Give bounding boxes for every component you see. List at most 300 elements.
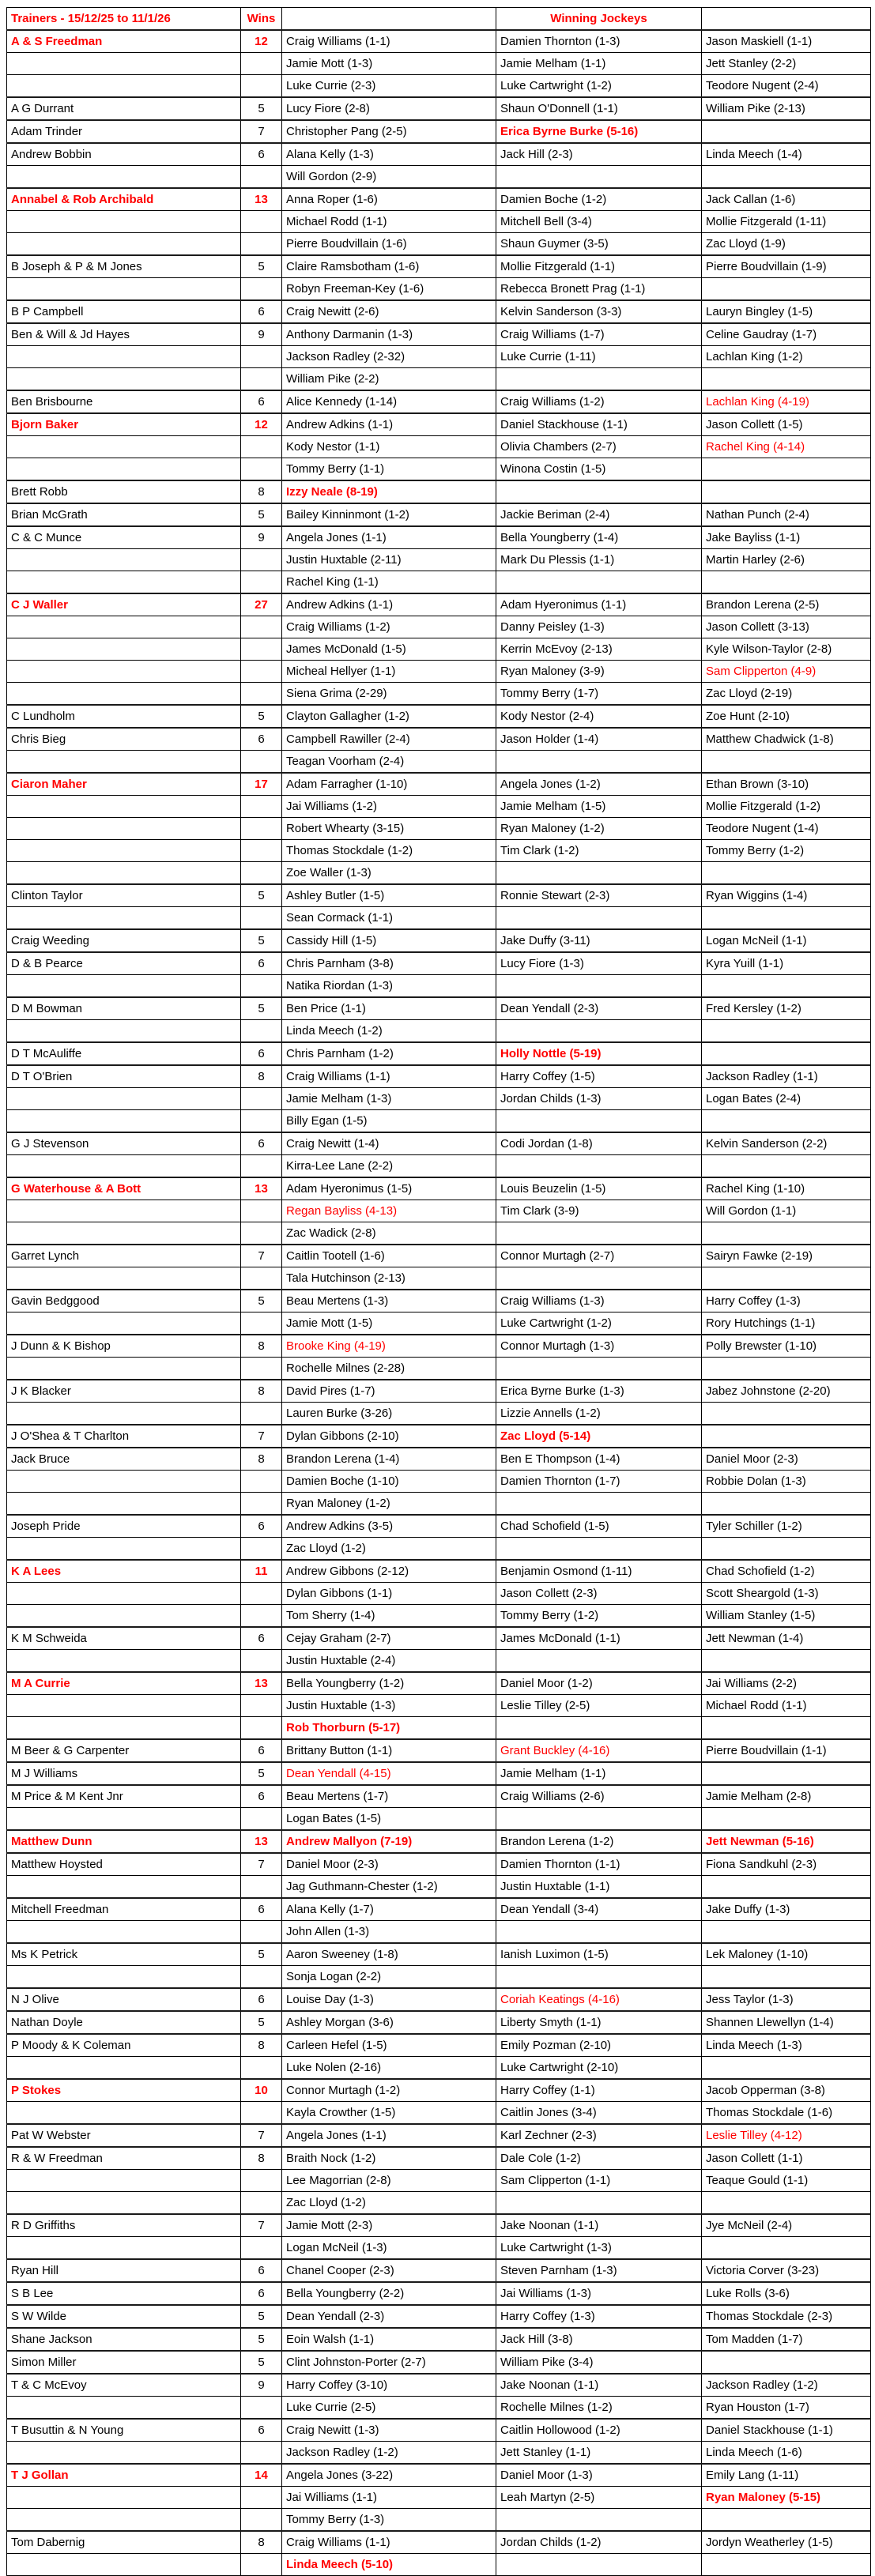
wins-cell [241,862,282,885]
wins-cell: 12 [241,413,282,436]
jockey-cell: Damien Thornton (1-7) [496,1471,702,1493]
table-row [7,390,871,413]
jockey-cell: Angela Jones (1-1) [282,2124,496,2147]
wins-cell [241,166,282,189]
wins-cell [241,1155,282,1178]
wins-cell [241,840,282,862]
header-winning-jockeys: Winning Jockeys [496,8,702,31]
trainer-cell [7,233,241,256]
trainer-cell [7,2057,241,2080]
trainer-cell: D T McAuliffe [7,1042,241,1065]
table-row [7,458,871,481]
wins-cell: 27 [241,593,282,616]
table-row [7,1155,871,1178]
jockey-cell: Jackson Radley (1-1) [702,1065,871,1088]
wins-cell [241,661,282,683]
jockey-cell: Rochelle Milnes (2-28) [282,1358,496,1380]
jockey-cell: Jason Collett (1-5) [702,413,871,436]
trainer-cell: Joseph Pride [7,1515,241,1538]
jockey-cell: Jake Noonan (1-1) [496,2374,702,2397]
table-row [7,2259,871,2282]
jockey-cell: Lachlan King (4-19) [702,390,871,413]
jockey-cell: Teaque Gould (1-1) [702,2170,871,2192]
jockey-cell: Kody Nestor (1-1) [282,436,496,458]
table-row [7,1290,871,1312]
trainer-cell: D T O'Brien [7,1065,241,1088]
header-jockeys-left-spacer [282,8,496,31]
table-row [7,255,871,278]
wins-cell: 5 [241,2351,282,2374]
jockey-cell: Daniel Stackhouse (1-1) [702,2419,871,2442]
jockey-cell: Beau Mertens (1-3) [282,1290,496,1312]
jockey-cell: Tom Sherry (1-4) [282,1605,496,1628]
jockey-cell: Craig Williams (2-6) [496,1785,702,1808]
trainer-cell [7,638,241,661]
wins-cell [241,1267,282,1290]
wins-cell: 8 [241,480,282,503]
jockey-cell: Chad Schofield (1-2) [702,1560,871,1583]
wins-cell [241,2192,282,2215]
wins-cell: 5 [241,929,282,952]
table-row [7,1380,871,1403]
jockey-cell: Tyler Schiller (1-2) [702,1515,871,1538]
jockey-cell: Louis Beuzelin (1-5) [496,1177,702,1200]
jockey-cell: Sam Clipperton (4-9) [702,661,871,683]
table-row [7,75,871,98]
trainer-cell [7,1200,241,1222]
jockey-cell [496,571,702,594]
table-row [7,862,871,885]
jockey-cell: Rochelle Milnes (1-2) [496,2397,702,2420]
wins-cell: 5 [241,1290,282,1312]
table-row [7,166,871,189]
table-row [7,1177,871,1200]
table-row [7,2442,871,2465]
trainers-table [6,7,871,2576]
jockey-cell: Scott Sheargold (1-3) [702,1583,871,1605]
jockey-cell: Jackson Radley (1-2) [282,2442,496,2465]
trainer-cell: Ryan Hill [7,2259,241,2282]
jockey-cell [702,120,871,143]
jockey-cell [702,1042,871,1065]
jockey-cell: Logan Bates (1-5) [282,1808,496,1831]
table-row [7,1132,871,1155]
wins-cell: 13 [241,1672,282,1695]
jockey-cell: Fiona Sandkuhl (2-3) [702,1853,871,1876]
table-row [7,571,871,594]
table-row [7,796,871,818]
table-row [7,1876,871,1899]
jockey-cell: Linda Meech (5-10) [282,2554,496,2576]
table-row [7,616,871,638]
jockey-cell: Caitlin Jones (3-4) [496,2102,702,2125]
jockey-cell: Teodore Nugent (2-4) [702,75,871,98]
trainer-cell [7,1921,241,1944]
trainer-cell: J K Blacker [7,1380,241,1403]
jockey-cell: Thomas Stockdale (2-3) [702,2305,871,2328]
wins-cell [241,1695,282,1717]
jockey-cell: Pierre Boudvillain (1-1) [702,1739,871,1762]
jockey-cell [496,1358,702,1380]
trainer-cell [7,1312,241,1335]
table-row [7,952,871,975]
wins-cell: 6 [241,2259,282,2282]
jockey-cell: Dylan Gibbons (1-1) [282,1583,496,1605]
trainer-cell [7,211,241,233]
trainer-cell [7,53,241,75]
trainer-cell [7,2554,241,2576]
trainer-cell: K M Schweida [7,1627,241,1650]
jockey-cell: Craig Williams (1-1) [282,30,496,53]
jockey-cell: Linda Meech (1-2) [282,1020,496,1043]
wins-cell [241,2102,282,2125]
table-row [7,1921,871,1944]
jockey-cell: Andrew Gibbons (2-12) [282,1560,496,1583]
trainer-cell [7,683,241,706]
trainer-cell [7,2442,241,2465]
table-row [7,1762,871,1785]
jockey-cell [702,1020,871,1043]
jockey-cell: Cejay Graham (2-7) [282,1627,496,1650]
jockey-cell: Rebecca Bronett Prag (1-1) [496,278,702,301]
wins-cell: 5 [241,503,282,526]
wins-cell: 8 [241,1448,282,1471]
jockey-cell: Lucy Fiore (1-3) [496,952,702,975]
wins-cell: 8 [241,2531,282,2554]
trainer-cell [7,862,241,885]
wins-cell: 9 [241,323,282,346]
table-row [7,1943,871,1966]
jockey-cell [496,368,702,391]
jockey-cell: Luke Cartwright (1-2) [496,1312,702,1335]
jockey-cell: Erica Byrne Burke (1-3) [496,1380,702,1403]
table-row [7,728,871,751]
trainer-cell: Ben & Will & Jd Hayes [7,323,241,346]
wins-cell [241,75,282,98]
jockey-cell: Dean Yendall (3-4) [496,1898,702,1921]
jockey-cell: Zoe Hunt (2-10) [702,705,871,728]
jockey-cell: Celine Gaudray (1-7) [702,323,871,346]
table-row [7,143,871,166]
trainer-cell [7,2509,241,2532]
jockey-cell: Anna Roper (1-6) [282,188,496,211]
jockey-cell [496,1538,702,1561]
jockey-cell: Alana Kelly (1-3) [282,143,496,166]
trainer-cell [7,1538,241,1561]
table-row [7,1605,871,1628]
wins-cell [241,1605,282,1628]
header-row [7,8,871,31]
trainer-cell [7,1155,241,1178]
trainer-cell: Pat W Webster [7,2124,241,2147]
jockey-cell: Dylan Gibbons (2-10) [282,1425,496,1448]
trainer-cell: J Dunn & K Bishop [7,1335,241,1358]
jockey-cell: John Allen (1-3) [282,1921,496,1944]
trainer-cell: R D Griffiths [7,2214,241,2237]
wins-cell: 7 [241,1245,282,1267]
table-row [7,188,871,211]
jockey-cell: Chad Schofield (1-5) [496,1515,702,1538]
jockey-cell [496,480,702,503]
jockey-cell: Leslie Tilley (2-5) [496,1695,702,1717]
jockey-cell: Leslie Tilley (4-12) [702,2124,871,2147]
jockey-cell: Zac Lloyd (1-9) [702,233,871,256]
wins-cell: 10 [241,2079,282,2102]
table-row [7,1538,871,1561]
jockey-cell: Jai Williams (1-1) [282,2487,496,2509]
wins-cell [241,1088,282,1110]
jockey-cell: Brittany Button (1-1) [282,1739,496,1762]
jockey-cell: Robyn Freeman-Key (1-6) [282,278,496,301]
trainer-cell [7,1471,241,1493]
wins-cell: 6 [241,952,282,975]
jockey-cell: Ryan Maloney (1-2) [282,1493,496,1516]
trainer-cell [7,549,241,571]
jockey-cell: Lauren Burke (3-26) [282,1403,496,1425]
jockey-cell: Brandon Lerena (1-4) [282,1448,496,1471]
jockey-cell: Chris Parnham (1-2) [282,1042,496,1065]
jockey-cell: Mollie Fitzgerald (1-2) [702,796,871,818]
jockey-cell: Logan Bates (2-4) [702,1088,871,1110]
wins-cell: 8 [241,1335,282,1358]
trainer-cell [7,1358,241,1380]
table-row [7,413,871,436]
jockey-cell: Jordan Childs (1-3) [496,1088,702,1110]
wins-cell [241,1583,282,1605]
jockey-cell: Robbie Dolan (1-3) [702,1471,871,1493]
jockey-cell: Carleen Hefel (1-5) [282,2034,496,2057]
wins-cell: 6 [241,728,282,751]
jockey-cell: Tommy Berry (1-3) [282,2509,496,2532]
table-row [7,1245,871,1267]
jockey-cell: Erica Byrne Burke (5-16) [496,120,702,143]
wins-cell [241,1222,282,1245]
jockey-cell: Zac Wadick (2-8) [282,1222,496,1245]
wins-cell: 8 [241,2034,282,2057]
trainer-cell [7,1020,241,1043]
jockey-cell: Clint Johnston-Porter (2-7) [282,2351,496,2374]
jockey-cell: Craig Williams (1-2) [282,616,496,638]
trainer-cell: T J Gollan [7,2464,241,2487]
jockey-cell: Jai Williams (1-3) [496,2282,702,2305]
trainer-cell [7,571,241,594]
jockey-cell [702,1425,871,1448]
wins-cell: 6 [241,2282,282,2305]
trainer-cell: Matthew Hoysted [7,1853,241,1876]
jockey-cell: Holly Nottle (5-19) [496,1042,702,1065]
table-row [7,1515,871,1538]
trainer-cell: P Moody & K Coleman [7,2034,241,2057]
trainer-cell [7,1403,241,1425]
wins-cell [241,1200,282,1222]
trainer-cell: Shane Jackson [7,2328,241,2351]
wins-cell [241,549,282,571]
wins-cell: 11 [241,1560,282,1583]
wins-cell: 13 [241,1830,282,1853]
jockey-cell: Craig Newitt (1-4) [282,1132,496,1155]
jockey-cell [702,480,871,503]
table-row [7,1425,871,1448]
jockey-cell: Luke Cartwright (1-2) [496,75,702,98]
jockey-cell: Luke Nolen (2-16) [282,2057,496,2080]
jockey-cell: Teodore Nugent (1-4) [702,818,871,840]
jockey-cell: Craig Newitt (2-6) [282,300,496,323]
trainer-cell: T Busuttin & N Young [7,2419,241,2442]
trainer-cell: Ben Brisbourne [7,390,241,413]
table-row [7,1312,871,1335]
wins-cell [241,571,282,594]
trainer-cell: Annabel & Rob Archibald [7,188,241,211]
trainer-cell: Ciaron Maher [7,773,241,796]
wins-cell [241,436,282,458]
trainer-cell [7,1493,241,1516]
jockey-cell: David Pires (1-7) [282,1380,496,1403]
jockey-cell [496,1650,702,1673]
jockey-cell: Anthony Darmanin (1-3) [282,323,496,346]
jockey-cell [702,1650,871,1673]
jockey-cell: Rory Hutchings (1-1) [702,1312,871,1335]
wins-cell [241,2442,282,2465]
jockey-cell: Dean Yendall (2-3) [496,997,702,1020]
jockey-cell: Ronnie Stewart (2-3) [496,884,702,907]
wins-cell [241,907,282,930]
jockey-cell: Teagan Voorham (2-4) [282,751,496,774]
trainer-cell [7,1222,241,1245]
table-row [7,1560,871,1583]
jockey-cell: Zac Lloyd (1-2) [282,1538,496,1561]
jockey-cell: Rachel King (1-10) [702,1177,871,1200]
jockey-cell: Emily Lang (1-11) [702,2464,871,2487]
jockey-cell: Adam Hyeronimus (1-1) [496,593,702,616]
trainer-cell: M Price & M Kent Jnr [7,1785,241,1808]
jockey-cell: Coriah Keatings (4-16) [496,1988,702,2011]
trainer-cell [7,75,241,98]
wins-cell: 5 [241,97,282,120]
wins-cell [241,1403,282,1425]
jockey-cell: Jake Duffy (1-3) [702,1898,871,1921]
jockey-cell: Ben E Thompson (1-4) [496,1448,702,1471]
jockey-cell: Bella Youngberry (2-2) [282,2282,496,2305]
table-row [7,638,871,661]
jockey-cell: Damien Thornton (1-1) [496,1853,702,1876]
jockey-cell: Polly Brewster (1-10) [702,1335,871,1358]
table-row [7,1717,871,1740]
table-row [7,1739,871,1762]
trainer-cell [7,751,241,774]
trainer-cell [7,1605,241,1628]
jockey-cell [496,751,702,774]
jockey-cell: Kelvin Sanderson (3-3) [496,300,702,323]
jockey-cell: Zac Lloyd (1-2) [282,2192,496,2215]
jockey-cell [496,1110,702,1133]
jockey-cell: Thomas Stockdale (1-2) [282,840,496,862]
jockey-cell: Jamie Mott (1-5) [282,1312,496,1335]
jockey-cell: Harry Coffey (1-5) [496,1065,702,1088]
jockey-cell: Pierre Boudvillain (1-9) [702,255,871,278]
table-row [7,120,871,143]
table-row [7,346,871,368]
header-trainers: Trainers - 15/12/25 to 11/1/26 [7,8,241,31]
wins-cell [241,53,282,75]
table-row [7,884,871,907]
jockey-cell: Jamie Melham (1-3) [282,1088,496,1110]
table-row [7,1627,871,1650]
table-row [7,1672,871,1695]
jockey-cell: Daniel Moor (1-3) [496,2464,702,2487]
table-row [7,1808,871,1831]
trainer-cell: J O'Shea & T Charlton [7,1425,241,1448]
jockey-cell [702,2351,871,2374]
jockey-cell: Mitchell Bell (3-4) [496,211,702,233]
table-row [7,2305,871,2328]
jockey-cell: Connor Murtagh (2-7) [496,1245,702,1267]
trainer-cell [7,1876,241,1899]
table-row [7,1830,871,1853]
jockey-cell [702,907,871,930]
table-row [7,2214,871,2237]
jockey-cell: Bailey Kinninmont (1-2) [282,503,496,526]
jockey-cell: Tommy Berry (1-1) [282,458,496,481]
wins-cell [241,2170,282,2192]
trainer-cell: P Stokes [7,2079,241,2102]
jockey-cell: Michael Rodd (1-1) [702,1695,871,1717]
jockey-cell [702,2057,871,2080]
jockey-cell: Adam Farragher (1-10) [282,773,496,796]
jockey-cell: Emily Pozman (2-10) [496,2034,702,2057]
jockey-cell: Pierre Boudvillain (1-6) [282,233,496,256]
wins-cell: 5 [241,997,282,1020]
trainer-cell [7,907,241,930]
table-row [7,2531,871,2554]
wins-cell: 6 [241,1785,282,1808]
table-row [7,1785,871,1808]
jockey-cell: Angela Jones (3-22) [282,2464,496,2487]
jockey-cell [702,1403,871,1425]
wins-cell: 5 [241,255,282,278]
jockey-cell: Jason Collett (2-3) [496,1583,702,1605]
jockey-cell: Mollie Fitzgerald (1-1) [496,255,702,278]
wins-cell: 6 [241,1739,282,1762]
trainer-cell [7,458,241,481]
wins-cell [241,1876,282,1899]
trainer-cell [7,436,241,458]
jockey-cell: Damien Boche (1-10) [282,1471,496,1493]
jockey-cell: Lek Maloney (1-10) [702,1943,871,1966]
jockey-cell: Brandon Lerena (2-5) [702,593,871,616]
jockey-cell: Kyra Yuill (1-1) [702,952,871,975]
jockey-cell: William Stanley (1-5) [702,1605,871,1628]
wins-cell: 8 [241,1065,282,1088]
jockey-cell: Natika Riordan (1-3) [282,975,496,998]
wins-cell [241,751,282,774]
table-row [7,2487,871,2509]
table-row [7,1088,871,1110]
table-row [7,1065,871,1088]
trainer-cell [7,661,241,683]
jockey-cell: Connor Murtagh (1-2) [282,2079,496,2102]
wins-cell [241,1650,282,1673]
jockey-cell: Ryan Houston (1-7) [702,2397,871,2420]
wins-cell: 7 [241,2214,282,2237]
jockey-cell: Alana Kelly (1-7) [282,1898,496,1921]
jockey-cell: Jake Bayliss (1-1) [702,526,871,549]
trainer-cell: S B Lee [7,2282,241,2305]
wins-cell [241,278,282,301]
jockey-cell: Harry Coffey (1-3) [496,2305,702,2328]
trainer-cell: A & S Freedman [7,30,241,53]
trainer-cell: Jack Bruce [7,1448,241,1471]
jockey-cell: Benjamin Osmond (1-11) [496,1560,702,1583]
